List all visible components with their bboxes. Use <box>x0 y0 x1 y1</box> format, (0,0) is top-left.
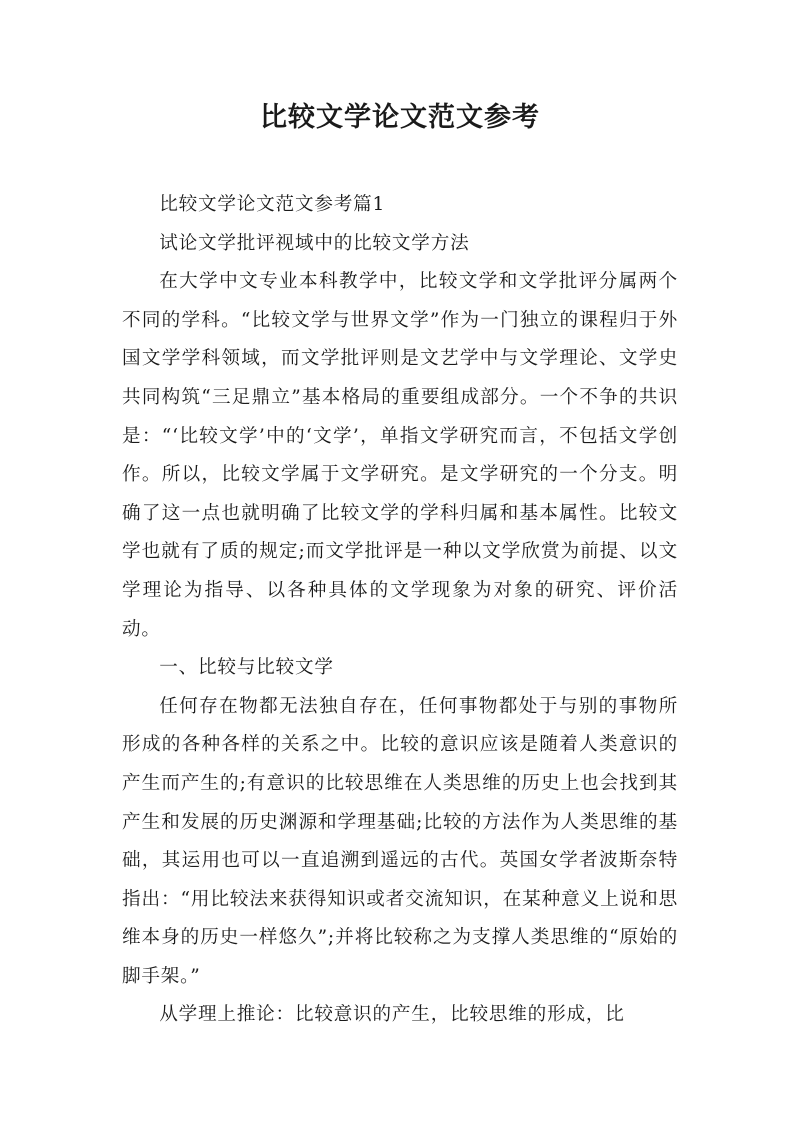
section-label: 比较文学论文范文参考篇1 <box>159 194 386 215</box>
body-paragraph: 在大学中文专业本科教学中，比较文学和文学批评分属两个不同的学科。“比较文学与世界文学”作为一门独立的课程归于外国文学学科领域，而文学批评则是文艺学中与文学理论、文学史共同构筑“三足鼎立”基本格局的重要组成部分。一个不争的共识是：“‘比较文学’中的‘文学’，单指文学研究而言，不包括文学创作。所以，比较文学属于文学研究。是文学研究的一个分支。明确了这一点也就明确了比较文学的学科归属和基本属性。比较文学也就有了质的规定;而文学批评是一种以文学欣赏为前提、以文学理论为指导、以各种具体的文学现象为对象的研究、评价活动。 <box>122 271 678 640</box>
body-paragraph: 任何存在物都无法独自存在，任何事物都处于与别的事物所形成的各种各样的关系之中。比较的意识应该是随着人类意识的产生而产生的;有意识的比较思维在人类思维的历史上也会找到其产生和发展的历史渊源和学理基础;比较的方法作为人类思维的基础，其运用也可以一直追溯到遥远的古代。英国女学者波斯奈特指出：“用比较法来获得知识或者交流知识，在某种意义上说和思维本身的历史一样悠久”;并将比较称之为支撑人类思维的“原始的脚手架。” <box>122 695 678 987</box>
document-body <box>122 186 678 1035</box>
section-heading: 一、比较与比较文学 <box>159 657 334 679</box>
article-subtitle: 试论文学批评视域中的比较文学方法 <box>159 232 470 254</box>
body-paragraph: 从学理上推论：比较意识的产生，比较思维的形成，比 <box>159 1004 625 1026</box>
document-title: 比较文学论文范文参考 <box>260 102 540 133</box>
